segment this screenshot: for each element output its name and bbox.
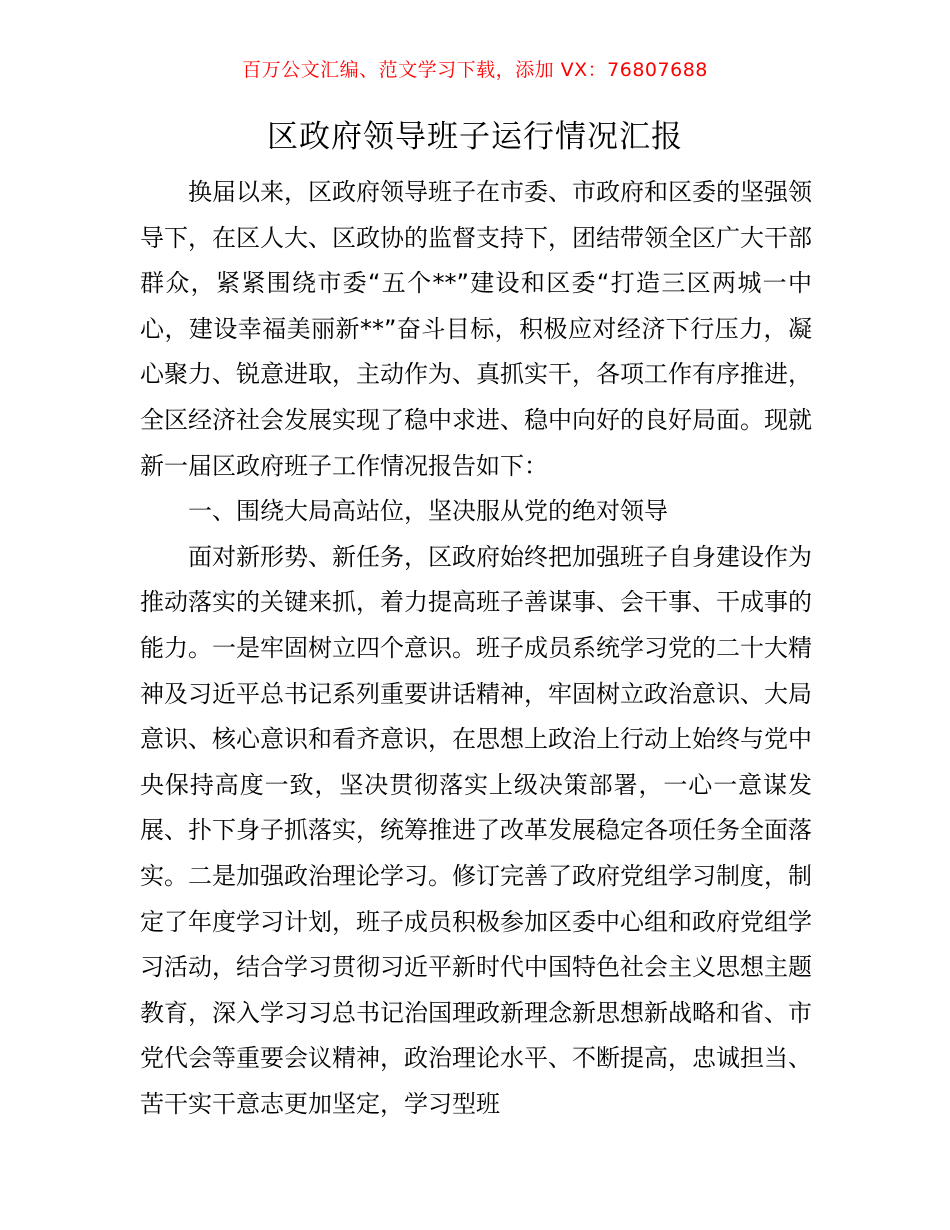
section-heading-1: 一、围绕大局高站位，坚决服从党的绝对领导 [188, 497, 668, 526]
header-banner: 百万公文汇编、范文学习下载，添加 VX：76807688 [242, 59, 708, 81]
document-body [140, 170, 812, 1127]
paragraph-intro: 换届以来，区政府领导班子在市委、市政府和区委的坚强领导下，在区人大、区政协的监督支持下，团结带领全区广大干部群众，紧紧围绕市委“五个**”建设和区委“打造三区两城一中心，建设幸福美丽新**”奋斗目标，积极应对经济下行压力，凝心聚力、锐意进取，主动作为、真抓实干，各项工作有序推进，全区经济社会发展实现了稳中求进、稳中向好的良好局面。现就新一届区政府班子工作情况报告如下： [140, 178, 812, 480]
document-title: 区政府领导班子运行情况汇报 [267, 119, 683, 155]
paragraph-section-1: 面对新形势、新任务，区政府始终把加强班子自身建设作为推动落实的关键来抓，着力提高班子善谋事、会干事、干成事的能力。一是牢固树立四个意识。班子成员系统学习党的二十大精神及习近平总书记系列重要讲话精神，牢固树立政治意识、大局意识、核心意识和看齐意识，在思想上政治上行动上始终与党中央保持高度一致，坚决贯彻落实上级决策部署，一心一意谋发展、扑下身子抓落实，统筹推进了改革发展稳定各项任务全面落实。二是加强政治理论学习。修订完善了政府党组学习制度，制定了年度学习计划，班子成员积极参加区委中心组和政府党组学习活动，结合学习贯彻习近平新时代中国特色社会主义思想主题教育，深入学习习总书记治国理政新理念新思想新战略和省、市党代会等重要会议精神，政治理论水平、不断提高，忠诚担当、苦干实干意志更加坚定，学习型班 [140, 542, 812, 1118]
